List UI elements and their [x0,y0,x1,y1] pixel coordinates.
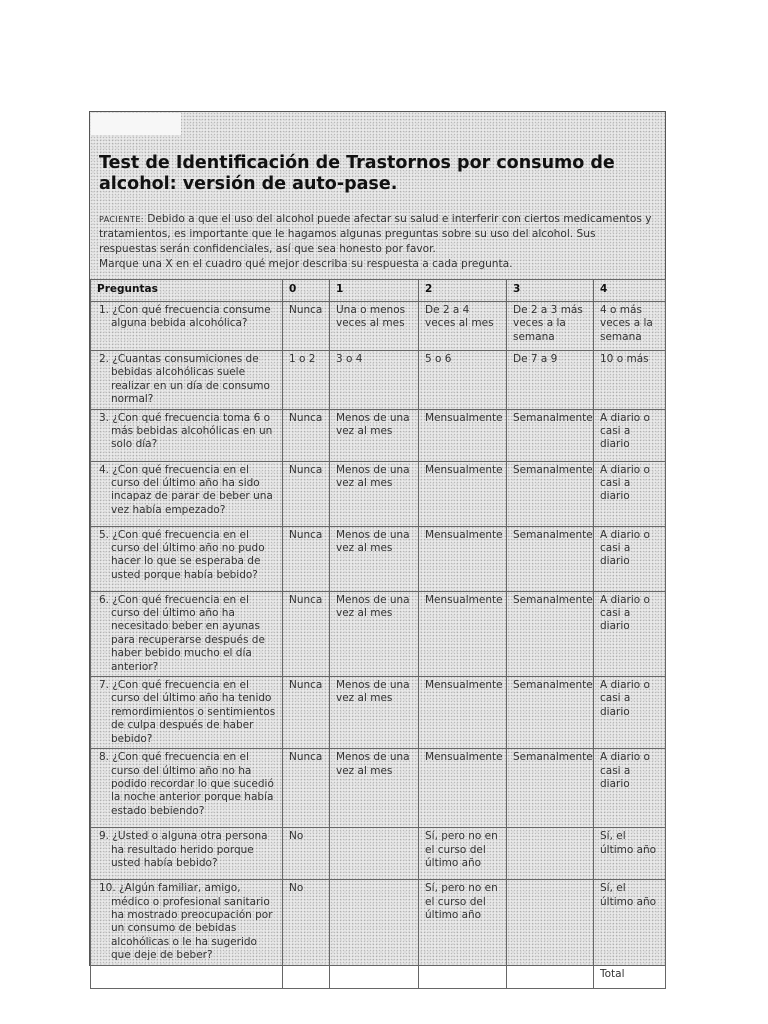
question-cell [91,749,283,828]
answer-cell-1[interactable]: Menos de una vez al mes [330,677,419,749]
answer-cell-4[interactable]: A diario o casi a diario [594,677,666,749]
question-text: 1. ¿Con qué frecuencia consume alguna bebida alcohólica? [99,304,271,330]
answer-cell-4[interactable]: A diario o casi a diario [594,461,666,526]
answer-cell-2[interactable]: De 2 a 4 veces al mes [419,302,507,351]
answer-cell-3[interactable] [507,880,594,965]
answer-cell-1[interactable]: Menos de una vez al mes [330,461,419,526]
total-blank-cell [91,965,283,988]
answer-cell-1[interactable]: Menos de una vez al mes [330,526,419,591]
answer-cell-2[interactable]: Mensualmente [419,677,507,749]
answer-cell-3[interactable]: Semanalmente [507,749,594,828]
question-cell [91,526,283,591]
header-score-2: 2 [419,280,507,302]
question-text: 9. ¿Usted o alguna otra persona ha resultado herido porque usted había bebido? [99,830,268,869]
answer-cell-4[interactable]: Sí, el último año [594,880,666,965]
total-row [91,965,666,988]
answer-cell-0[interactable]: No [283,828,330,880]
total-blank-cell [283,965,330,988]
answer-cell-4[interactable]: A diario o casi a diario [594,591,666,676]
answer-cell-0[interactable]: 1 o 2 [283,351,330,410]
table-row [91,526,666,591]
answer-cell-1[interactable]: Menos de una vez al mes [330,749,419,828]
table-row [91,591,666,676]
audit-table [90,279,666,989]
table-row [91,677,666,749]
answer-cell-3[interactable]: Semanalmente [507,409,594,461]
answer-cell-1[interactable]: Una o menos veces al mes [330,302,419,351]
answer-cell-3[interactable] [507,828,594,880]
answer-cell-3[interactable]: De 7 a 9 [507,351,594,410]
table-header-row [91,280,666,302]
header-score-1: 1 [330,280,419,302]
answer-cell-4[interactable]: 10 o más [594,351,666,410]
intro-paragraph [99,212,655,272]
answer-cell-4[interactable]: 4 o más veces a la semana [594,302,666,351]
question-cell [91,302,283,351]
answer-cell-3[interactable]: De 2 a 3 más veces a la semana [507,302,594,351]
header-score-4: 4 [594,280,666,302]
answer-cell-0[interactable]: Nunca [283,409,330,461]
answer-cell-0[interactable]: Nunca [283,526,330,591]
header-preguntas: Preguntas [91,280,283,302]
question-text: 8. ¿Con qué frecuencia en el curso del último año no ha podido recordar lo que sucedió la noche anterior porque había estado bebiendo? [99,751,274,817]
answer-cell-1[interactable]: Menos de una vez al mes [330,409,419,461]
question-cell [91,591,283,676]
table-row [91,302,666,351]
question-cell [91,351,283,410]
question-cell [91,880,283,965]
question-text: 5. ¿Con qué frecuencia en el curso del último año no pudo hacer lo que se esperaba de usted porque había bebido? [99,528,265,581]
answer-cell-3[interactable]: Semanalmente [507,461,594,526]
table-row [91,409,666,461]
answer-cell-4[interactable]: A diario o casi a diario [594,749,666,828]
answer-cell-0[interactable]: Nunca [283,461,330,526]
table-row [91,461,666,526]
answer-cell-3[interactable]: Semanalmente [507,677,594,749]
answer-cell-0[interactable]: Nunca [283,591,330,676]
header-score-3: 3 [507,280,594,302]
answer-cell-2[interactable]: Sí, pero no en el curso del último año [419,880,507,965]
answer-cell-0[interactable]: Nunca [283,749,330,828]
question-text: 3. ¿Con qué frecuencia toma 6 o más bebidas alcohólicas en un solo día? [99,411,273,451]
total-blank-cell [507,965,594,988]
header-score-0: 0 [283,280,330,302]
total-blank-cell [330,965,419,988]
answer-cell-2[interactable]: 5 o 6 [419,351,507,410]
questionnaire-sheet [89,111,666,980]
answer-cell-1[interactable]: Menos de una vez al mes [330,591,419,676]
question-cell [91,828,283,880]
document-title: Test de Identificación de Trastornos por consumo de alcohol: versión de auto-pase. [99,153,615,194]
answer-cell-2[interactable]: Mensualmente [419,461,507,526]
question-text: 7. ¿Con qué frecuencia en el curso del último año ha tenido remordimientos o sentimientos de culpa después de haber bebido? [99,679,276,745]
answer-cell-4[interactable]: A diario o casi a diario [594,409,666,461]
intro-text: Debido a que el uso del alcohol puede afectar su salud e interferir con ciertos medicamentos y tratamientos, es importante que le hagamos algunas preguntas sobre su uso del alcohol. Sus respuestas serán confidenciales, así que sea honesto por favor. [99,213,652,255]
answer-cell-1[interactable] [330,880,419,965]
answer-cell-2[interactable]: Mensualmente [419,591,507,676]
question-cell [91,409,283,461]
answer-cell-4[interactable]: Sí, el último año [594,828,666,880]
instruction-text: Marque una X en el cuadro qué mejor describa su respuesta a cada pregunta. [99,258,513,270]
answer-cell-1[interactable]: 3 o 4 [330,351,419,410]
table-row [91,749,666,828]
question-text: 6. ¿Con qué frecuencia en el curso del último año ha necesitado beber en ayunas para recuperarse después de haber bebido mucho el día anterior? [99,593,265,673]
table-row [91,351,666,410]
table-row [91,828,666,880]
patient-label: PACIENTE: [99,215,144,224]
answer-cell-3[interactable]: Semanalmente [507,591,594,676]
question-text: 4. ¿Con qué frecuencia en el curso del último año ha sido incapaz de parar de beber una vez había empezado? [99,463,273,516]
question-cell [91,461,283,526]
answer-cell-0[interactable]: Nunca [283,677,330,749]
total-blank-cell [419,965,507,988]
answer-cell-0[interactable]: Nunca [283,302,330,351]
answer-cell-2[interactable]: Mensualmente [419,749,507,828]
total-label[interactable]: Total [594,965,666,988]
question-cell [91,677,283,749]
answer-cell-2[interactable]: Mensualmente [419,409,507,461]
question-text: 10. ¿Algún familiar, amigo, médico o profesional sanitario ha mostrado preocupación por un consumo de bebidas alcohólicas o le ha sugerido que deje de beber? [99,882,273,962]
answer-cell-2[interactable]: Mensualmente [419,526,507,591]
answer-cell-3[interactable]: Semanalmente [507,526,594,591]
answer-cell-2[interactable]: Sí, pero no en el curso del último año [419,828,507,880]
question-text: 2. ¿Cuantas consumiciones de bebidas alcohólicas suele realizar en un día de consumo normal? [99,353,270,406]
answer-cell-4[interactable]: A diario o casi a diario [594,526,666,591]
answer-cell-1[interactable] [330,828,419,880]
header-blank-tab [91,113,181,135]
table-row [91,880,666,965]
answer-cell-0[interactable]: No [283,880,330,965]
